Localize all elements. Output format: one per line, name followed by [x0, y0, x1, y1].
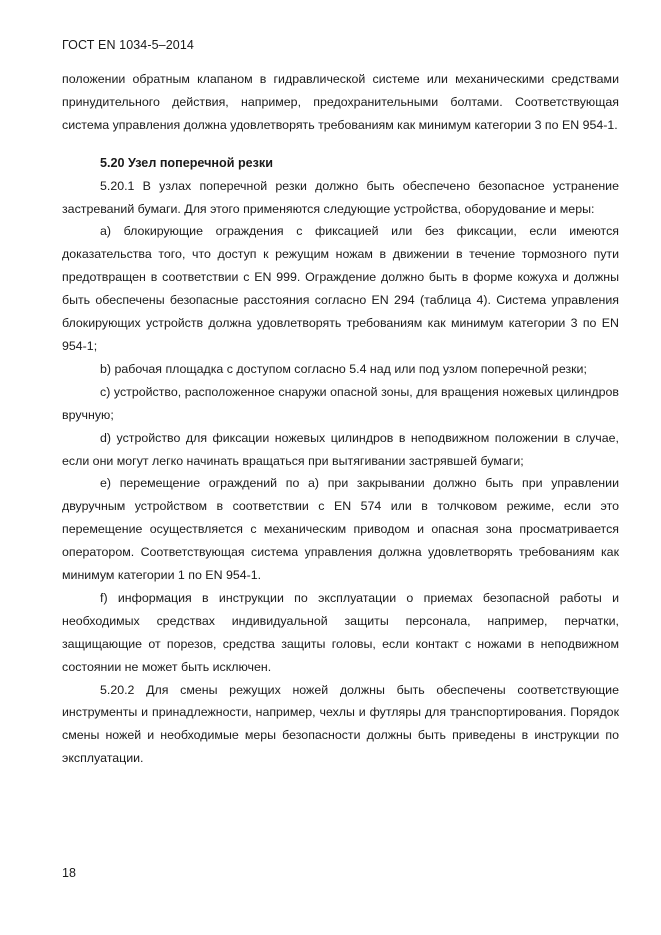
clause-5-20-1: 5.20.1 В узлах поперечной резки должно быть обеспечено безопасное устранение застреваний бумаги. Для этого применяются следующие устройства, оборудование и меры: [62, 178, 619, 216]
page-number: 18 [62, 866, 76, 880]
intro-paragraph: положении обратным клапаном в гидравлической системе или механическими средствами принудительного действия, например, предохранительными болтами. Соответствующая система управления должна удовлетворять требованиям как минимум категории 3 по EN 954-1. [62, 72, 619, 132]
clause-5-20-2: 5.20.2 Для смены режущих ножей должны быть обеспечены соответствующие инструменты и принадлежности, например, чехлы и футляры для транспортирования. Порядок смены ножей и необходимые меры безопасности должны быть приведены в инструкции по эксплуатации. [62, 682, 619, 766]
list-item-b: b) рабочая площадка с доступом согласно 5.4 над или под узлом поперечной резки; [100, 361, 587, 376]
list-item-e: e) перемещение ограждений по а) при закрывании должно быть при управлении двуручным устройством в соответствии с EN 574 или в толчковом режиме, если это перемещение осуществляется с механическим приводом и опасная зона просматривается оператором. Соответствующая система управления должна удовлетворять требованиям как минимум категории 1 по EN 954-1. [62, 476, 619, 583]
document-header: ГОСТ EN 1034-5–2014 [62, 38, 194, 52]
section-title: 5.20 Узел поперечной резки [100, 155, 273, 170]
list-item-f: f) информация в инструкции по эксплуатации о приемах безопасной работы и необходимых средствах индивидуальной защиты персонала, например, перчатки, защищающие от порезов, средства защиты головы, если контакт с ножами в неподвижном состоянии не может быть исключен. [62, 590, 619, 674]
list-item-c: c) устройство, расположенное снаружи опасной зоны, для вращения ножевых цилиндров вручную; [62, 384, 619, 422]
list-item-a: а) блокирующие ограждения с фиксацией или без фиксации, если имеются доказательства того, что доступ к режущим ножам в движении в течение тормозного пути предотвращен в соответствии с EN 999. Ограждение должно быть в форме кожуха и должны быть обеспечены безопасные расстояния согласно EN 294 (таблица 4). Система управления блокирующих устройств должна удовлетворять требованиям как минимум категории 3 по EN 954-1; [62, 224, 619, 353]
list-item-d: d) устройство для фиксации ножевых цилиндров в неподвижном положении в случае, если они могут легко начинать вращаться при вытягивании застрявшей бумаги; [62, 430, 619, 468]
page-body [62, 68, 619, 770]
